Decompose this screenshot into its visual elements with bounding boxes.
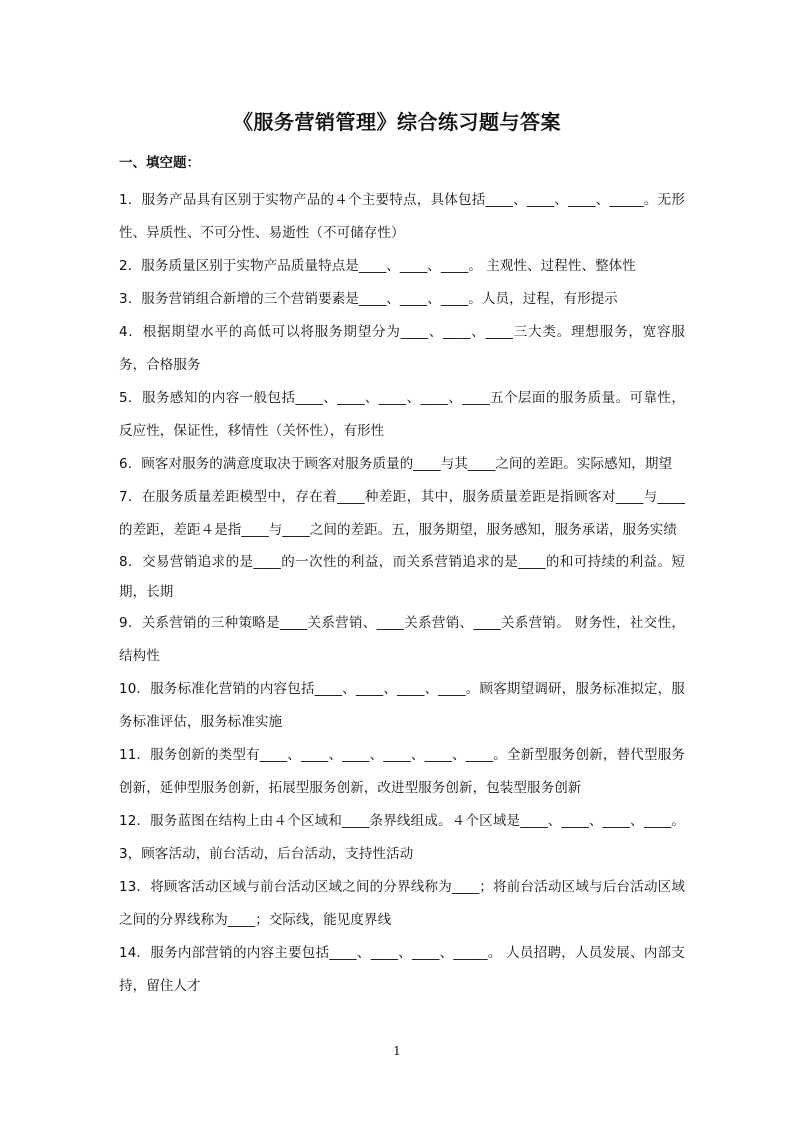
section-heading: 一、填空题： xyxy=(119,155,200,171)
page-number: 1 xyxy=(393,1044,401,1058)
question-1: 1．服务产品具有区别于实物产品的４个主要特点，具体包括____、____、____、_____。无形性、异质性、不可分性、易逝性（不可储存性） xyxy=(119,192,685,241)
question-9: 9．关系营销的三种策略是____关系营销、____关系营销、____关系营销。 财务性，社交性，结构性 xyxy=(119,615,685,664)
question-5: 5．服务感知的内容一般包括____、____、____、____、____五个层面的服务质量。可靠性，反应性，保证性，移情性（关怀性），有形性 xyxy=(119,390,685,439)
document-title: 《服务营销管理》综合练习题与答案 xyxy=(233,110,561,134)
question-list xyxy=(119,184,685,1003)
question-7: 7．在服务质量差距模型中，存在着____种差距，其中，服务质量差距是指顾客对____与____的差距，差距４是指____与____之间的差距。五，服务期望，服务感知，服务承诺，服务实绩 xyxy=(119,489,685,538)
question-8: 8．交易营销追求的是____的一次性的利益，而关系营销追求的是____的和可持续的利益。短期，长期 xyxy=(119,554,685,600)
question-12: 12．服务蓝图在结构上由４个区域和____条界线组成。４个区域是____、____、____、____。3，顾客活动，前台活动，后台活动，支持性活动 xyxy=(119,813,685,862)
question-2: 2．服务质量区别于实物产品质量特点是____、____、____。 主观性、过程性、整体性 xyxy=(119,258,636,274)
question-4: 4．根据期望水平的高低可以将服务期望分为____、____、____三大类。理想服务，宽容服务，合格服务 xyxy=(119,324,685,373)
question-10: 10．服务标准化营销的内容包括____、____、____、____。顾客期望调研，服务标准拟定，服务标准评估，服务标准实施 xyxy=(119,681,685,730)
question-14: 14．服务内部营销的内容主要包括____、____、____、_____。 人员招聘，人员发展、内部支持，留住人才 xyxy=(119,945,685,994)
question-13: 13．将顾客活动区域与前台活动区域之间的分界线称为____；将前台活动区域与后台活动区域之间的分界线称为____；交际线，能见度界线 xyxy=(119,879,685,928)
question-11: 11．服务创新的类型有____、____、____、____、____、____。全新型服务创新，替代型服务创新，延伸型服务创新，拓展型服务创新，改进型服务创新，包装型服务创新 xyxy=(119,747,685,796)
question-6: 6．顾客对服务的满意度取决于顾客对服务质量的____与其____之间的差距。实际感知，期望 xyxy=(119,456,673,472)
question-3: 3．服务营销组合新增的三个营销要素是____、____、____。人员，过程，有形提示 xyxy=(119,291,618,307)
